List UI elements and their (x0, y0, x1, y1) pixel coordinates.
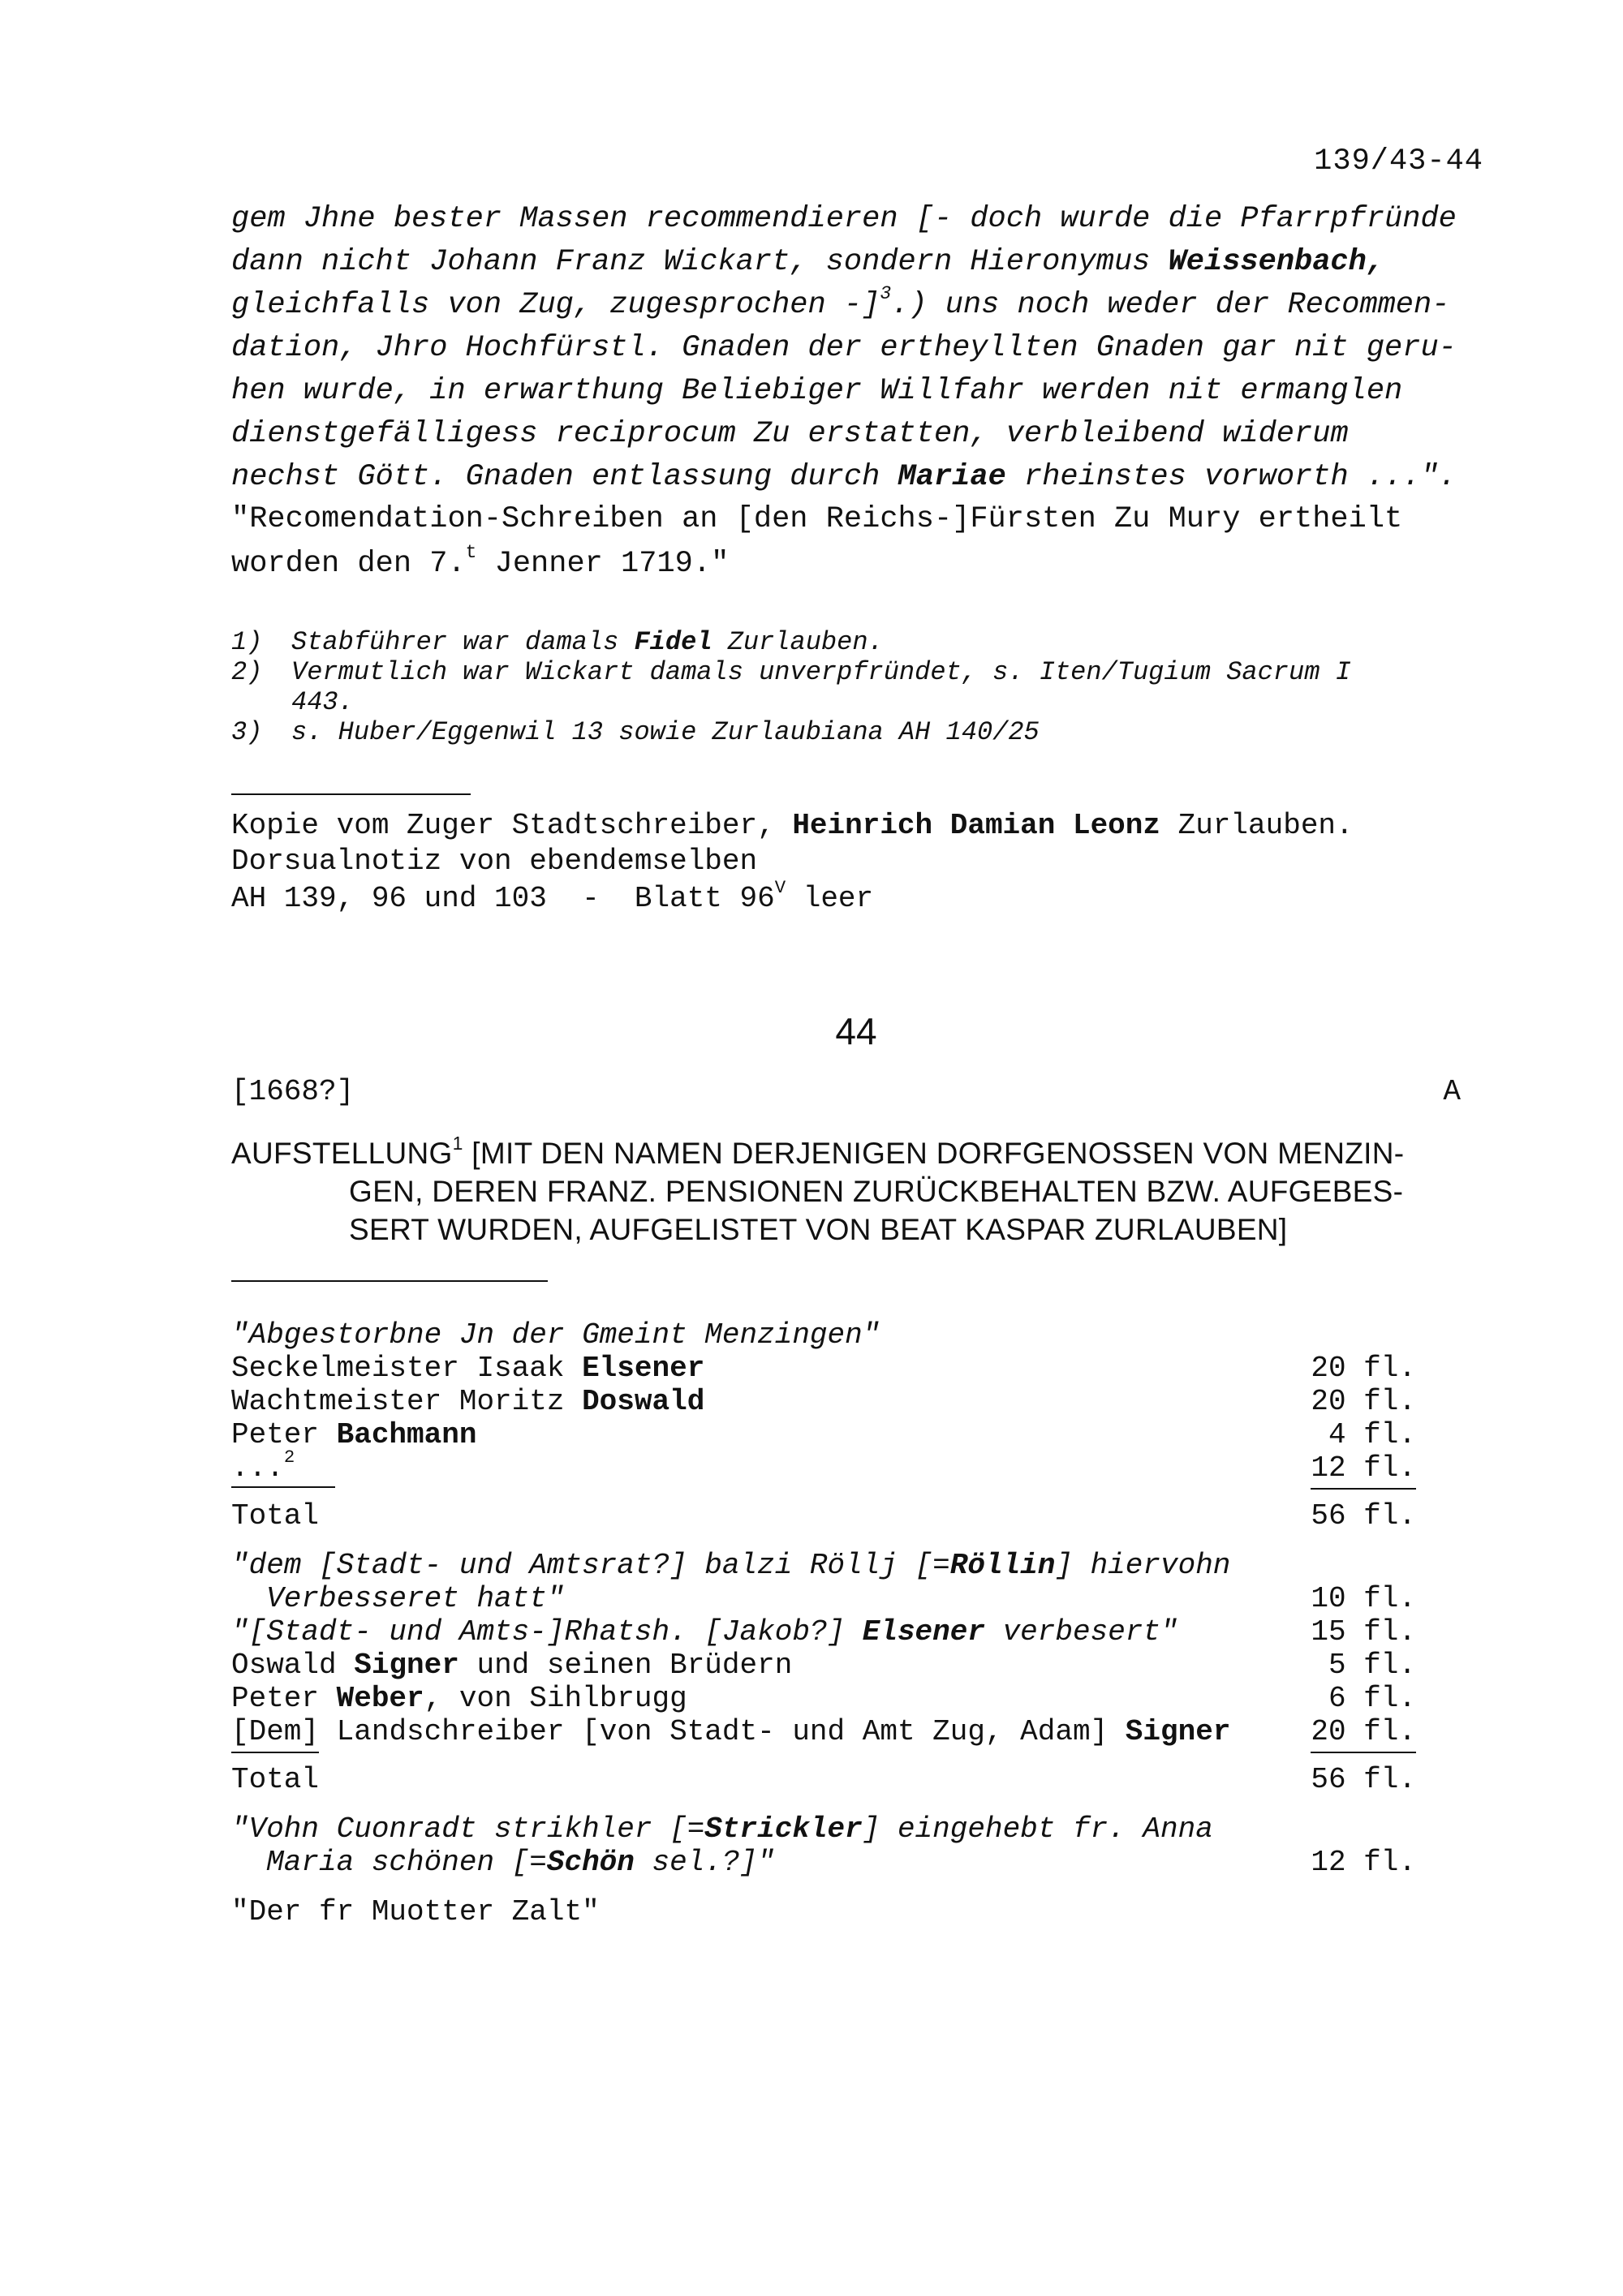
amount-value: 10 fl. (1311, 1582, 1416, 1615)
text-run: Total (231, 1499, 320, 1533)
amount (1311, 1451, 1416, 1485)
closing-line (231, 1895, 600, 1928)
text-run: s. Huber/Eggenwil 13 sowie Zurlaubiana AH 140/25 (291, 717, 1040, 747)
bold-name: Elsener (582, 1352, 705, 1385)
text-run: Total (231, 1763, 320, 1796)
list-entry (231, 1551, 1230, 1580)
letter-line (231, 204, 1457, 234)
text-run: Peter (231, 1418, 337, 1451)
footnote-number: 1) (231, 627, 263, 657)
entry-title (231, 1134, 1404, 1249)
entry-name (231, 1447, 335, 1488)
amount (1311, 1499, 1416, 1533)
text-run: dation, Jhro Hochfürstl. Gnaden der ertheyllten Gnaden gar nit geru- (231, 331, 1457, 365)
entry-title-line-2: GEN, DEREN FRANZ. PENSIONEN ZURÜCKBEHALTEN BZW. AUFGEBES- (349, 1175, 1404, 1208)
text-run: verbesert" (984, 1615, 1178, 1649)
text-run: worden den 7. (231, 547, 466, 581)
amount-value: 5 fl. (1328, 1649, 1416, 1682)
text-run: Jenner 1719." (476, 547, 730, 581)
text-run: "Recomendation-Schreiben an [den Reichs-]Fürsten Zu Mury ertheilt (231, 502, 1403, 536)
amount-value: 20 fl. (1311, 1385, 1416, 1418)
amount (1328, 1418, 1416, 1451)
amount (1311, 1715, 1416, 1748)
amount (1311, 1584, 1416, 1614)
bold-name: Bachmann (336, 1418, 477, 1451)
text-run: "Der fr Muotter Zalt" (231, 1895, 600, 1928)
bold-name: Mariae (898, 460, 1006, 494)
bold-name: Elsener (862, 1615, 985, 1649)
text-run: 443. (291, 687, 354, 717)
entry-letter: A (1443, 1075, 1461, 1108)
total-label (231, 1499, 320, 1533)
text-run: nechst Gött. Gnaden entlassung durch (231, 460, 898, 494)
text-run: "Vohn Cuonradt strikhler [= (231, 1812, 705, 1846)
letter-line (231, 376, 1402, 406)
amount-value: 20 fl. (1311, 1715, 1416, 1753)
bold-name: Signer (1125, 1715, 1231, 1748)
amount (1311, 1765, 1416, 1795)
text-run: Seckelmeister Isaak (231, 1352, 583, 1385)
amount (1311, 1615, 1416, 1649)
entry-date: [1668?] (231, 1075, 355, 1108)
amount-value: 6 fl. (1328, 1682, 1416, 1715)
amount-value: 56 fl. (1311, 1763, 1416, 1796)
text-run: Maria schönen [= (231, 1846, 547, 1879)
list-entry (231, 1848, 775, 1877)
bracket-text: [Dem] (231, 1715, 319, 1753)
source-note-line-2: Dorsualnotiz von ebendemselben (231, 845, 758, 878)
text-run: rheinstes vorworth ...". (1005, 460, 1457, 494)
list-entry (231, 1812, 1213, 1846)
text-run: sel.?]" (634, 1846, 775, 1879)
footnote (231, 717, 1040, 747)
footnote (231, 687, 354, 717)
page-reference: 139/43-44 (1314, 144, 1483, 178)
text-run: Wachtmeister Moritz (231, 1385, 583, 1418)
title-separator (231, 1280, 548, 1282)
letter-line (231, 419, 1349, 449)
text-run: Vermutlich war Wickart damals unverpfründet, s. Iten/Tugium Sacrum I (291, 657, 1351, 687)
superscript: 2 (283, 1447, 295, 1468)
text-run: ] hiervohn (1055, 1549, 1231, 1582)
amount-value: 15 fl. (1311, 1615, 1416, 1649)
text-run: Landschreiber [von Stadt- und Amt Zug, Adam] (319, 1715, 1126, 1748)
bold-name: Röllin (949, 1549, 1056, 1582)
text-run: Peter (231, 1682, 337, 1715)
text-run: "dem [Stadt- und Amtsrat?] balzi Röllj [= (231, 1549, 950, 1582)
text-run: gleichfalls von Zug, zugesprochen -] (231, 288, 880, 322)
amount (1328, 1684, 1416, 1713)
list-entry (231, 1684, 687, 1713)
bold-name: Doswald (582, 1385, 705, 1418)
bold-name: Weber (336, 1682, 424, 1715)
entry-number: 44 (835, 1010, 877, 1052)
list-entry (231, 1584, 564, 1614)
text-run: "Abgestorbne Jn der Gmeint Menzingen" (231, 1318, 880, 1352)
total-label (231, 1765, 319, 1795)
text-run: Stabführer war damals (291, 627, 635, 657)
entry-title-line-1: AUFSTELLUNG$^1$ [MIT DEN NAMEN DERJENIGEN DORFGENOSSEN VON MENZIN- (231, 1132, 1405, 1170)
source-note-line-1: Kopie vom Zuger Stadtschreiber, Heinrich Damian Leonz Zurlauben. (231, 809, 1354, 842)
letter-line (231, 502, 1403, 536)
bold-name: Schön (546, 1846, 635, 1879)
footnote (231, 657, 1351, 687)
list-entry (231, 1651, 792, 1680)
list-entry (231, 1418, 477, 1451)
amount-value: 12 fl. (1311, 1846, 1416, 1879)
list-entry (231, 1387, 704, 1417)
group-heading (231, 1318, 880, 1352)
entry-name (231, 1418, 476, 1451)
text-run: und seinen Brüdern (458, 1649, 793, 1682)
letter-line (231, 247, 1384, 277)
entry-name (231, 1385, 704, 1418)
bold-name: Weissenbach, (1168, 245, 1385, 279)
list-entry (231, 1715, 1231, 1748)
amount (1328, 1651, 1416, 1680)
text-run: .) uns noch weder der Recommen- (891, 288, 1450, 322)
text-run: dann nicht Johann Franz Wickart, sondern Hieronymus (231, 245, 1169, 279)
list-entry (231, 1354, 704, 1383)
amount-value: 12 fl. (1311, 1451, 1416, 1490)
list-entry (231, 1447, 335, 1488)
text-run: Zurlauben. (712, 627, 884, 657)
entry-title-line-3: SERT WURDEN, AUFGELISTET VON BEAT KASPAR ZURLAUBEN] (349, 1213, 1288, 1246)
amount (1311, 1848, 1416, 1877)
footnote-number: 2) (231, 657, 263, 687)
amount-value: 4 fl. (1328, 1418, 1416, 1451)
text-run: dienstgefälligess reciprocum Zu erstatten, verbleibend widerum (231, 417, 1349, 451)
text-run: gem Jhne bester Massen recommendieren [- doch wurde die Pfarrpfründe (231, 202, 1457, 236)
source-note-line-3: AH 139, 96 und 103 - Blatt $96^V$ leer (231, 877, 874, 915)
text-run: ] eingehebt fr. Anna (862, 1812, 1213, 1846)
text-run: , von Sihlbrugg (424, 1682, 687, 1715)
footnote-separator (231, 793, 471, 795)
text-run: hen wurde, in erwarthung Beliebiger Willfahr werden nit ermanglen (231, 374, 1403, 408)
amount-value: 56 fl. (1311, 1499, 1416, 1533)
text-run: Oswald (231, 1649, 355, 1682)
letter-line (231, 282, 1450, 322)
entry-name (231, 1352, 704, 1385)
text-run: "[Stadt- und Amts-]Rhatsh. [Jakob?] (231, 1615, 863, 1649)
bold-name: Fidel (634, 627, 712, 657)
letter-line (231, 333, 1457, 363)
text-run: Verbesseret hatt" (231, 1582, 565, 1615)
amount (1311, 1387, 1416, 1417)
superscript: 3 (880, 282, 892, 304)
bold-name: Strickler (704, 1812, 863, 1846)
amount-value: 20 fl. (1311, 1352, 1416, 1385)
amount (1311, 1354, 1416, 1383)
text-run: ... (231, 1451, 284, 1485)
letter-line (231, 541, 730, 581)
list-entry (231, 1615, 1178, 1649)
bold-name: Signer (354, 1649, 459, 1682)
letter-line (231, 462, 1457, 492)
footnote (231, 627, 884, 657)
footnote-number: 3) (231, 717, 263, 747)
superscript: t (465, 541, 477, 563)
